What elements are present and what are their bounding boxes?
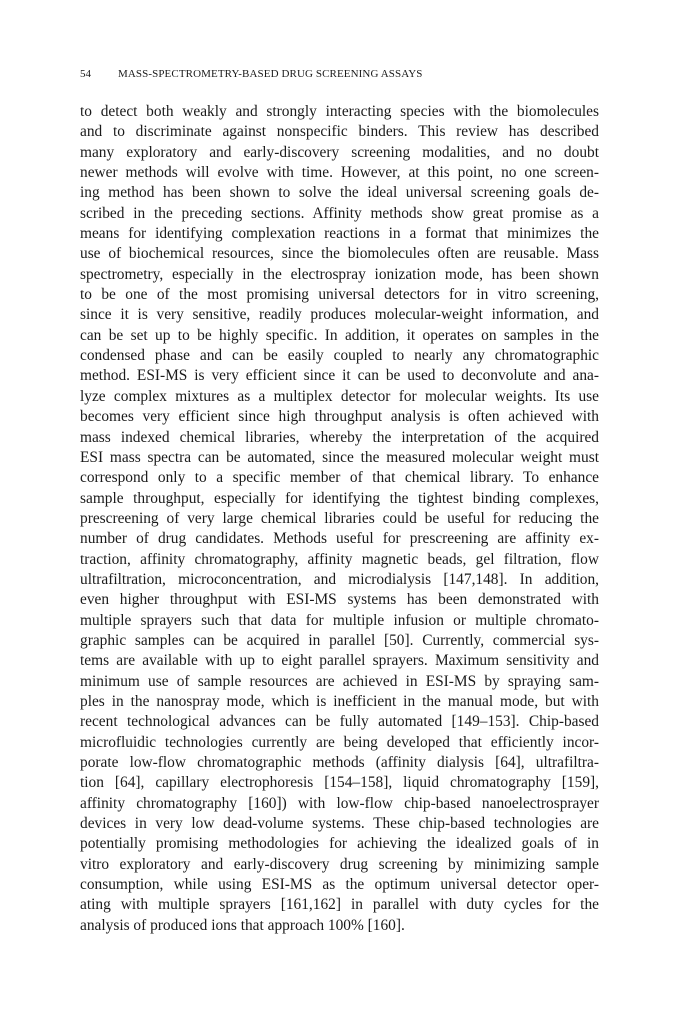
text-line: potentially promising methodologies for achieving the idealized goals of in <box>80 835 599 853</box>
text-line: affinity chromatography [160]) with low-flow chip-based nanoelectrosprayer <box>80 794 599 812</box>
text-line: since it is very sensitive, readily produces molecular-weight information, and <box>80 306 599 324</box>
text-line: scribed in the preceding sections. Affinity methods show great promise as a <box>80 204 599 222</box>
text-line: becomes very efficient since high throughput analysis is often achieved with <box>80 408 599 426</box>
text-line: use of biochemical resources, since the biomolecules often are reusable. Mass <box>80 245 599 263</box>
text-line: even higher throughput with ESI-MS systems has been demonstrated with <box>80 591 599 609</box>
text-line: devices in very low dead-volume systems. These chip-based technologies are <box>80 815 599 833</box>
text-line: ultrafiltration, microconcentration, and microdialysis [147,148]. In addition, <box>80 570 599 588</box>
text-line: condensed phase and can be easily coupled to nearly any chromatographic <box>80 347 599 365</box>
text-line: vitro exploratory and early-discovery drug screening by minimizing sample <box>80 855 599 873</box>
text-line: graphic samples can be acquired in parallel [50]. Currently, commercial sys- <box>80 631 599 649</box>
text-line: prescreening of very large chemical libraries could be useful for reducing the <box>80 509 599 527</box>
page-number: 54 <box>80 68 91 80</box>
text-line: ating with multiple sprayers [161,162] in parallel with duty cycles for the <box>80 896 599 914</box>
text-line: ing method has been shown to solve the ideal universal screening goals de- <box>80 184 599 202</box>
text-line: to detect both weakly and strongly interacting species with the biomolecules <box>80 103 599 120</box>
running-title: MASS-SPECTROMETRY-BASED DRUG SCREENING ASSAYS <box>118 68 423 80</box>
text-line: lyze complex mixtures as a multiplex detector for molecular weights. Its use <box>80 387 599 405</box>
text-line: tems are available with up to eight parallel sprayers. Maximum sensitivity and <box>80 652 599 670</box>
text-line: ples in the nanospray mode, which is inefficient in the manual mode, but with <box>80 692 599 710</box>
text-line: to be one of the most promising universal detectors for in vitro screening, <box>80 286 599 304</box>
text-line: minimum use of sample resources are achieved in ESI-MS by spraying sam- <box>80 672 599 690</box>
text-line: sample throughput, especially for identifying the tightest binding complexes, <box>80 489 599 507</box>
text-line: mass indexed chemical libraries, whereby the interpretation of the acquired <box>80 428 599 446</box>
text-line: ESI mass spectra can be automated, since the measured molecular weight must <box>80 448 599 466</box>
text-line: can be set up to be highly specific. In addition, it operates on samples in the <box>80 326 599 344</box>
text-line: method. ESI-MS is very efficient since it can be used to deconvolute and ana- <box>80 367 599 385</box>
text-line: recent technological advances can be fully automated [149–153]. Chip-based <box>80 713 599 731</box>
text-line: tion [64], capillary electrophoresis [154–158], liquid chromatography [159], <box>80 774 599 792</box>
running-header <box>80 66 600 82</box>
text-line: newer methods will evolve with time. However, at this point, no one screen- <box>80 164 599 182</box>
body-paragraph <box>80 102 599 936</box>
text-line: porate low-flow chromatographic methods (affinity dialysis [64], ultrafiltra- <box>80 754 599 771</box>
text-line: many exploratory and early-discovery screening modalities, and no doubt <box>80 143 599 161</box>
text-line: number of drug candidates. Methods useful for prescreening are affinity ex- <box>80 530 599 548</box>
text-line: analysis of produced ions that approach 100% [160]. <box>80 916 405 934</box>
text-line: and to discriminate against nonspecific binders. This review has described <box>80 123 599 141</box>
text-line: traction, affinity chromatography, affinity magnetic beads, gel filtration, flow <box>80 550 599 568</box>
text-line: correspond only to a specific member of that chemical library. To enhance <box>80 469 599 487</box>
text-line: spectrometry, especially in the electrospray ionization mode, has been shown <box>80 265 599 283</box>
text-line: consumption, while using ESI-MS as the optimum universal detector oper- <box>80 876 599 894</box>
text-line: multiple sprayers such that data for multiple infusion or multiple chromato- <box>80 611 599 629</box>
text-line: microfluidic technologies currently are being developed that efficiently incor- <box>80 733 599 751</box>
text-line: means for identifying complexation reactions in a format that minimizes the <box>80 225 599 243</box>
